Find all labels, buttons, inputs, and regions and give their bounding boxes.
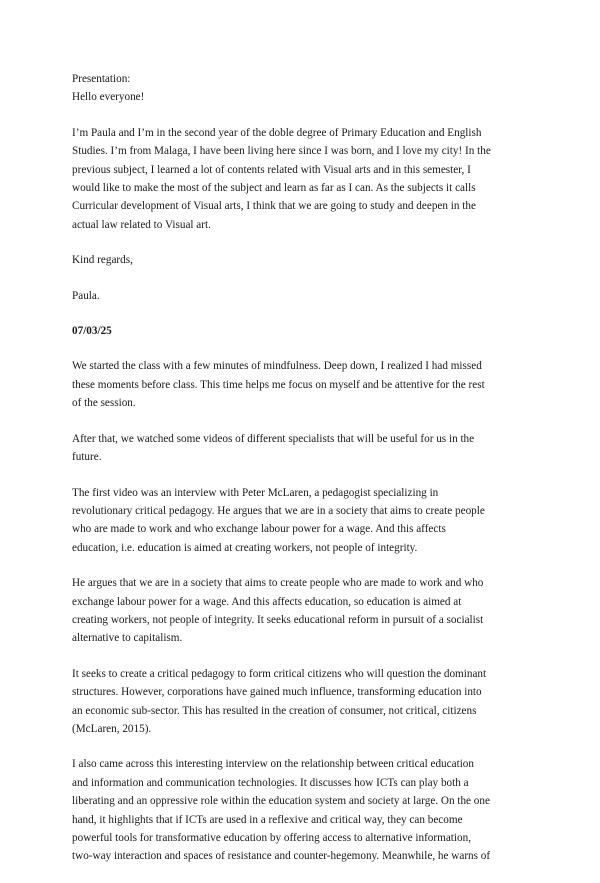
intro-line: actual law related to Visual art. — [72, 218, 211, 231]
closing: Kind regards, — [72, 254, 133, 267]
body-paragraph-ict — [72, 755, 538, 865]
paragraph-line: exchange labour power for a wage. And this affects education, so education is aimed at — [72, 595, 462, 608]
paragraph-line: hand, it highlights that if ICTs are used in a reflexive and critical way, they can become — [72, 813, 463, 826]
paragraph-line: who are made to work and who exchange labour power for a wage. And this affects — [72, 523, 446, 536]
body-paragraph-society — [72, 574, 538, 648]
paragraph-line: We started the class with a few minutes of mindfulness. Deep down, I realized I had missed — [72, 360, 482, 373]
body-paragraph-mindfulness — [72, 357, 538, 412]
paragraph-line: education, i.e. education is aimed at creating workers, not people of integrity. — [72, 541, 418, 554]
paragraph-line: (McLaren, 2015). — [72, 722, 152, 735]
closing-paragraph — [72, 251, 538, 269]
intro-line: Studies. I’m from Malaga, I have been living here since I was born, and I love my city! In the — [72, 145, 491, 158]
paragraph-line: and information and communication technologies. It discusses how ICTs can play both a — [72, 776, 469, 789]
date-paragraph — [72, 322, 538, 340]
intro-line: previous subject, I learned a lot of contents related with Visual arts and in this semester, I — [72, 163, 471, 176]
greeting: Hello everyone! — [72, 91, 145, 104]
presentation-block — [72, 70, 538, 107]
signature: Paula. — [72, 289, 100, 302]
paragraph-line: these moments before class. This time helps me focus on myself and be attentive for the rest — [72, 378, 485, 391]
paragraph-line: two-way interaction and spaces of resistance and counter-hegemony. Meanwhile, he warns of — [72, 850, 491, 863]
paragraph-line: revolutionary critical pedagogy. He argues that we are in a society that aims to create people — [72, 504, 485, 517]
presentation-heading: Presentation: — [72, 73, 131, 85]
intro-line: I’m Paula and I’m in the second year of the doble degree of Primary Education and English — [72, 126, 482, 139]
paragraph-line: It seeks to create a critical pedagogy to form critical citizens who will question the dominant — [72, 667, 487, 680]
paragraph-line: After that, we watched some videos of different specialists that will be useful for us in the — [72, 432, 475, 445]
paragraph-line: powerful tools for transformative education by offering access to alternative information, — [72, 832, 471, 844]
document-page — [72, 70, 538, 883]
paragraph-line: creating workers, not people of integrity. It seeks educational reform in pursuit of a socialist — [72, 613, 484, 626]
intro-paragraph — [72, 124, 538, 234]
signature-paragraph — [72, 287, 538, 305]
body-paragraph-videos — [72, 430, 538, 467]
paragraph-line: He argues that we are in a society that aims to create people who are made to work and who — [72, 577, 484, 590]
paragraph-line: an economic sub-sector. This has resulted in the creation of consumer, not critical, citizens — [72, 704, 477, 717]
paragraph-line: The first video was an interview with Peter McLaren, a pedagogist specializing in — [72, 486, 439, 499]
intro-line: would like to make the most of the subject and learn as far as I can. As the subjects it calls — [72, 182, 476, 195]
entry-date: 07/03/25 — [72, 325, 112, 338]
paragraph-line: of the session. — [72, 397, 136, 410]
paragraph-line: liberating and an oppressive role within the education system and society at large. On the one — [72, 795, 490, 808]
paragraph-line: future. — [72, 451, 102, 464]
body-paragraph-mclaren — [72, 484, 538, 558]
paragraph-line: structures. However, corporations have gained much influence, transforming education into — [72, 686, 482, 699]
paragraph-line: alternative to capitalism. — [72, 632, 183, 645]
body-paragraph-critical-pedagogy — [72, 665, 538, 739]
intro-line: Curricular development of Visual arts, I think that we are going to study and deepen in the — [72, 200, 476, 213]
paragraph-line: I also came across this interesting interview on the relationship between critical education — [72, 758, 474, 771]
